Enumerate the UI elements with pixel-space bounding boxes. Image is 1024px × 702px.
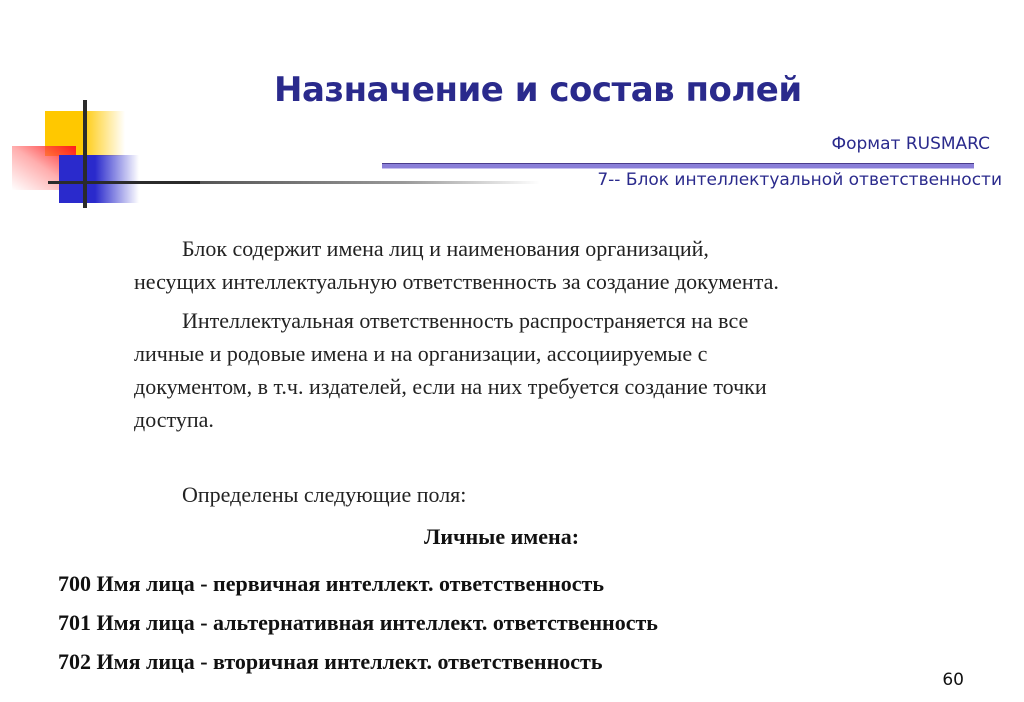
section-heading: Личные имена:: [424, 524, 580, 549]
block-subtitle: 7-- Блок интеллектуальной ответственности: [597, 170, 1002, 190]
paragraph-1-line-2: несущих интеллектуальную ответственность за создание документа.: [134, 269, 779, 294]
field-item: 700 Имя лица - первичная интеллект. ответственность: [58, 571, 604, 596]
field-item: 702 Имя лица - вторичная интеллект. ответственность: [58, 649, 603, 674]
paragraph-2-line-2: личные и родовые имена и на организации, ассоциируемые с: [134, 341, 708, 366]
page-number: 60: [942, 670, 964, 690]
defined-fields-intro: Определены следующие поля:: [182, 482, 467, 507]
paragraph-2-line-3: документом, в т.ч. издателей, если на них требуется создание точки: [134, 374, 767, 399]
field-list: [58, 564, 658, 681]
field-item: 701 Имя лица - альтернативная интеллект. ответственность: [58, 610, 658, 635]
horizontal-line: [48, 181, 200, 184]
slide-title: Назначение и состав полей: [274, 70, 802, 110]
paragraph-1: [134, 232, 954, 298]
paragraph-2-line-4: доступа.: [134, 407, 214, 432]
gray-divider: [200, 181, 540, 184]
paragraph-1-line-1: Блок содержит имена лиц и наименования организаций,: [182, 236, 709, 261]
body-text: [134, 232, 954, 436]
vertical-line: [83, 100, 87, 208]
paragraph-2: [134, 304, 954, 436]
decorative-logo: [0, 80, 200, 220]
blue-square: [59, 155, 139, 203]
accent-divider: [382, 163, 974, 169]
paragraph-2-line-1: Интеллектуальная ответственность распространяется на все: [182, 308, 749, 333]
format-label: Формат RUSMARC: [831, 134, 990, 154]
